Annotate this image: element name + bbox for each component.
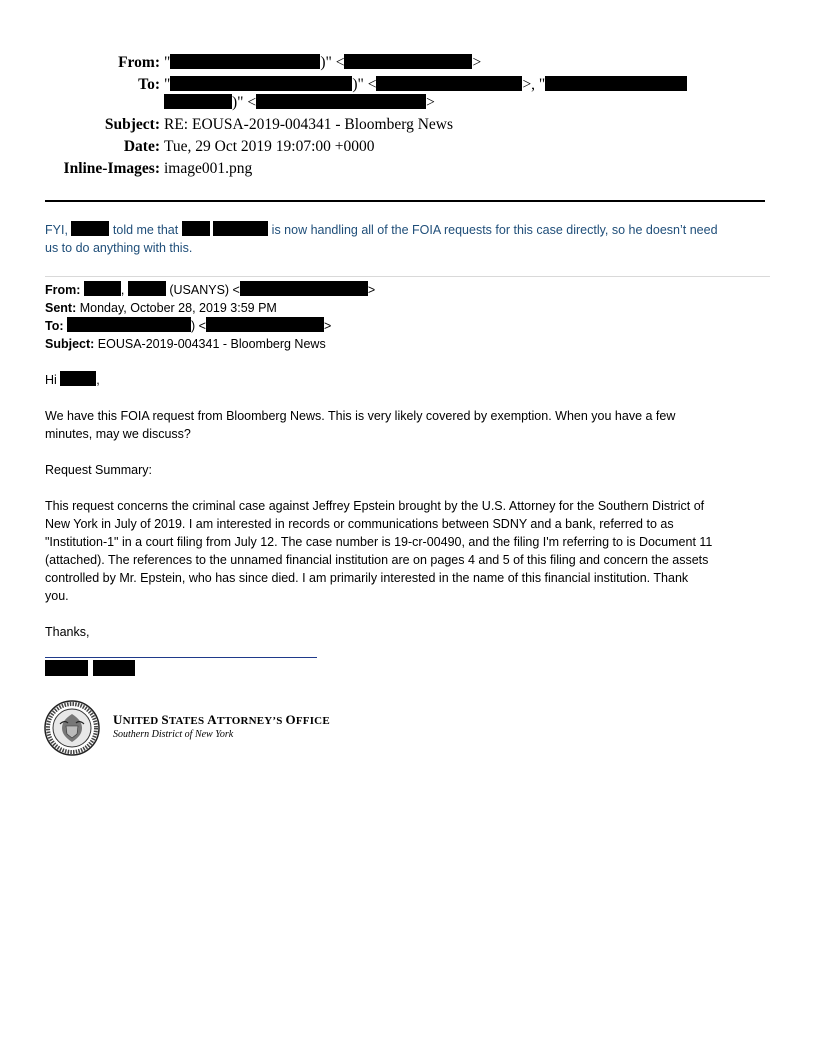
summary-line: New York in July of 2019. I am interested in records or communications between SDNY and a bank, referred to as (45, 517, 674, 531)
doj-seal-icon (44, 700, 100, 756)
office-letter: U (113, 712, 123, 727)
reply-text: FYI, (45, 223, 68, 237)
greeting: Hi (45, 373, 57, 387)
office-word: FFICE (295, 715, 330, 727)
inline-images-value: image001.png (164, 160, 253, 177)
summary-line: This request concerns the criminal case against Jeffrey Epstein brought by the U.S. Attorney for the Southern District of (45, 499, 705, 513)
office-word: TATES (168, 715, 208, 727)
summary-line: you. (45, 589, 69, 603)
orig-sent-value: Monday, October 28, 2019 3:59 PM (79, 301, 277, 315)
from-value: " )" < > (164, 54, 482, 71)
office-letter: A (207, 712, 217, 727)
signature-line (45, 657, 317, 658)
office-word: TTORNEY’S (216, 715, 286, 727)
orig-sent-label: Sent: (45, 301, 77, 315)
summary-line: (attached). The references to the unnamed financial institution are on pages 4 and 5 of this filing and concern the assets (45, 553, 709, 567)
signature-name-redacted (45, 660, 135, 679)
reply-text: us to do anything with this. (45, 241, 193, 255)
quote-divider (45, 276, 770, 277)
inline-images-label: Inline-Images: (63, 160, 160, 177)
reply-message (45, 221, 770, 257)
to-value: " )" < >, " (164, 75, 687, 95)
subject-value: RE: EOUSA-2019-004341 - Bloomberg News (164, 116, 454, 133)
orig-to-label: To: (45, 319, 64, 333)
orig-from-suffix: (USANYS) < (169, 283, 240, 297)
from-label: From: (118, 54, 160, 71)
reply-text: is now handling all of the FOIA requests for this case directly, so he doesn’t need (271, 223, 718, 237)
to-value-cont: )" < > (164, 93, 435, 113)
header-divider (45, 200, 765, 202)
summary-line: "Institution-1" in a court filing from July 12. The case number is 19-cr-00490, and the filing I'm referring to is Document 11 (45, 535, 713, 549)
date-label: Date: (123, 138, 160, 155)
paragraph-line: We have this FOIA request from Bloomberg News. This is very likely covered by exemption. When you have a few (45, 409, 676, 423)
summary-line: controlled by Mr. Epstein, who has since died. I am primarily interested in the name of this financial institution. Thank (45, 571, 689, 585)
to-label: To: (138, 76, 160, 93)
office-name (113, 712, 330, 740)
date-value: Tue, 29 Oct 2019 19:07:00 +0000 (164, 138, 375, 155)
office-letter: S (161, 712, 169, 727)
orig-from-label: From: (45, 283, 81, 297)
orig-subject-value: EOUSA-2019-004341 - Bloomberg News (97, 337, 326, 351)
email-header (0, 53, 816, 183)
closing: Thanks, (45, 625, 90, 639)
office-district: Southern District of New York (113, 729, 234, 740)
office-word: NITED (122, 715, 162, 727)
subject-label: Subject: (104, 116, 160, 133)
office-letter: O (285, 712, 296, 727)
summary-label: Request Summary: (45, 463, 152, 477)
original-header: From: , (USANYS) < > Sent: Monday, October 28, 2019 3:59 PM To: ) < > Subject: EOUSA-2019-004341 - Bloomberg News (45, 283, 376, 351)
paragraph-line: minutes, may we discuss? (45, 427, 191, 441)
orig-subject-label: Subject: (45, 337, 95, 351)
reply-text: told me that (112, 223, 179, 237)
original-body: Hi , We have this FOIA request from Bloomberg News. This is very likely covered by exemption. When you have a few minutes, may we discuss? Request Summary: This request concerns the criminal case against Jeffrey Epstein brought by the U.S. Attorney for the Southern District of New York in July of 2019. I am interested in records or communications between SDNY and a bank, referred to as "Institution-1" in a court filing from July 12. The case number is 19-cr-00490, and the filing I'm referring to is Document 11 (attached). The references to the unnamed financial institution are on pages 4 and 5 of this filing and concern the assets controlled by Mr. Epstein, who has since died. I am primarily interested in the name of this financial institution. Thank you. Thanks, (45, 371, 770, 641)
